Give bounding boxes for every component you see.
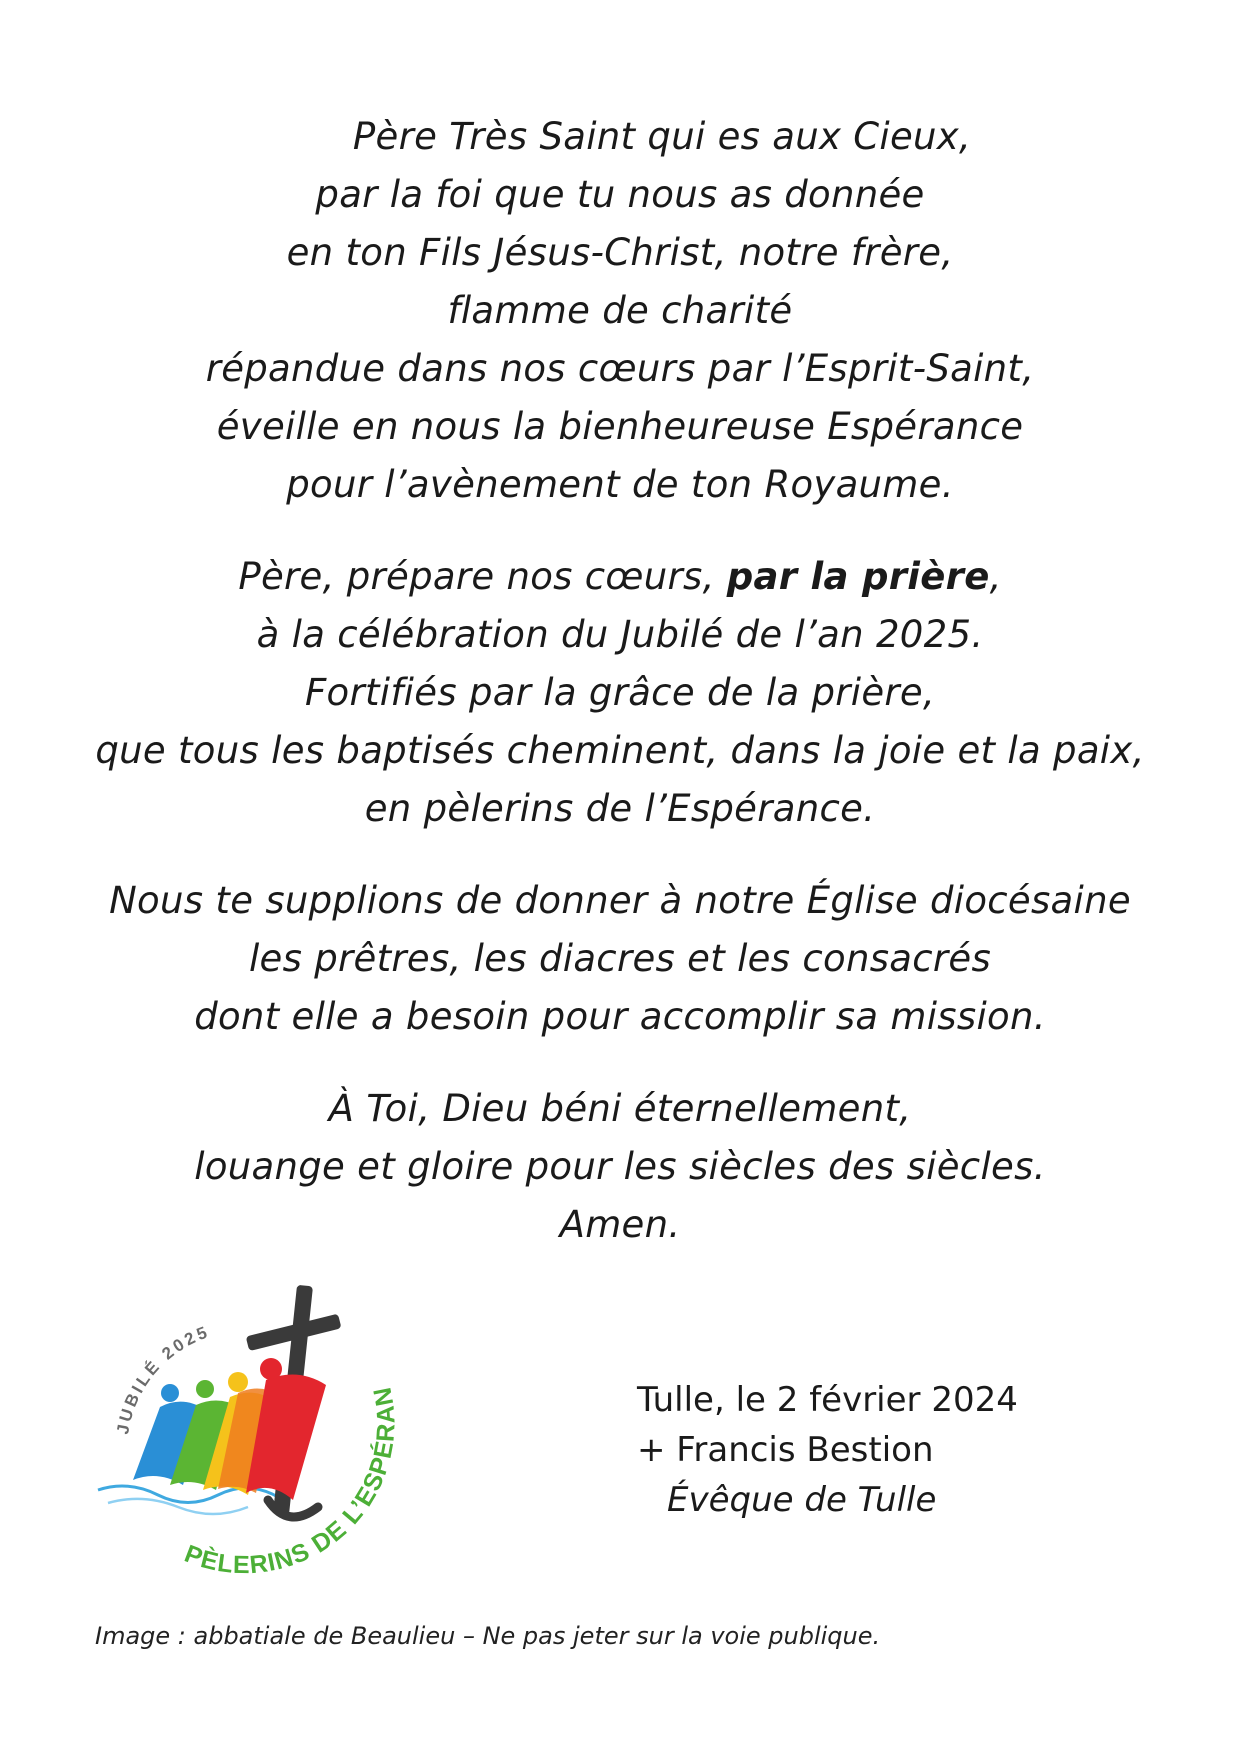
logo-text-jubilee: JUBILÉ 2025 <box>113 1321 213 1436</box>
prayer-line: pour l’avènement de ton Royaume. <box>286 463 954 506</box>
prayer-line: en ton Fils Jésus-Christ, notre frère, <box>286 231 954 274</box>
prayer-line: que tous les baptisés cheminent, dans la joie et la paix, <box>95 729 1145 772</box>
prayer-line: Fortifiés par la grâce de la prière, <box>304 671 936 714</box>
prayer-line: louange et gloire pour les siècles des siècles. <box>194 1145 1046 1188</box>
prayer-line: flamme de charité <box>447 289 793 332</box>
jubilee-logo <box>88 1285 440 1630</box>
signature-block <box>637 1375 1018 1525</box>
prayer-line: par la foi que tu nous as donnée <box>315 173 925 216</box>
prayer-line: éveille en nous la bienheureuse Espérance <box>216 405 1024 448</box>
prayer-line-part: , <box>989 555 1002 598</box>
pilgrim-head <box>161 1384 179 1402</box>
place-date: Tulle, le 2 février 2024 <box>637 1380 1018 1420</box>
pilgrim-head <box>196 1380 214 1398</box>
prayer-stanza-3 <box>0 872 1240 1046</box>
prayer-stanza-4 <box>0 1080 1240 1254</box>
jubilee-logo-graphic <box>88 1285 440 1630</box>
anchor-hook <box>268 1500 318 1517</box>
prayer-emphasis: par la prière <box>726 555 990 598</box>
prayer-line-part: Père, prépare nos cœurs, <box>238 555 727 598</box>
prayer-line: Amen. <box>559 1203 681 1246</box>
signatory-title: Évêque de Tulle <box>667 1480 937 1520</box>
footer-note: Image : abbatiale de Beaulieu – Ne pas jeter sur la voie publique. <box>95 1622 881 1650</box>
prayer-line: à la célébration du Jubilé de l’an 2025. <box>256 613 984 656</box>
prayer-line: répandue dans nos cœurs par l’Esprit-Saint, <box>205 347 1035 390</box>
prayer-line: dont elle a besoin pour accomplir sa mission. <box>194 995 1046 1038</box>
prayer-stanza-1 <box>0 108 1240 514</box>
prayer-line: en pèlerins de l’Espérance. <box>364 787 876 830</box>
prayer-line: À Toi, Dieu béni éternellement, <box>328 1087 912 1130</box>
pilgrim-head <box>228 1372 248 1392</box>
prayer-text <box>0 108 1240 1288</box>
prayer-line: Père Très Saint qui es aux Cieux, <box>352 115 972 158</box>
prayer-stanza-2 <box>0 548 1240 838</box>
prayer-line: Nous te supplions de donner à notre Église diocésaine <box>109 879 1131 922</box>
pilgrim-head <box>260 1358 282 1380</box>
logo-text-pilgrims: PÈLERINS DE L’ESPÉRAN <box>180 1384 401 1580</box>
signatory-name: + Francis Bestion <box>637 1430 934 1470</box>
prayer-line: les prêtres, les diacres et les consacrés <box>248 937 992 980</box>
prayer-line <box>0 548 1240 606</box>
